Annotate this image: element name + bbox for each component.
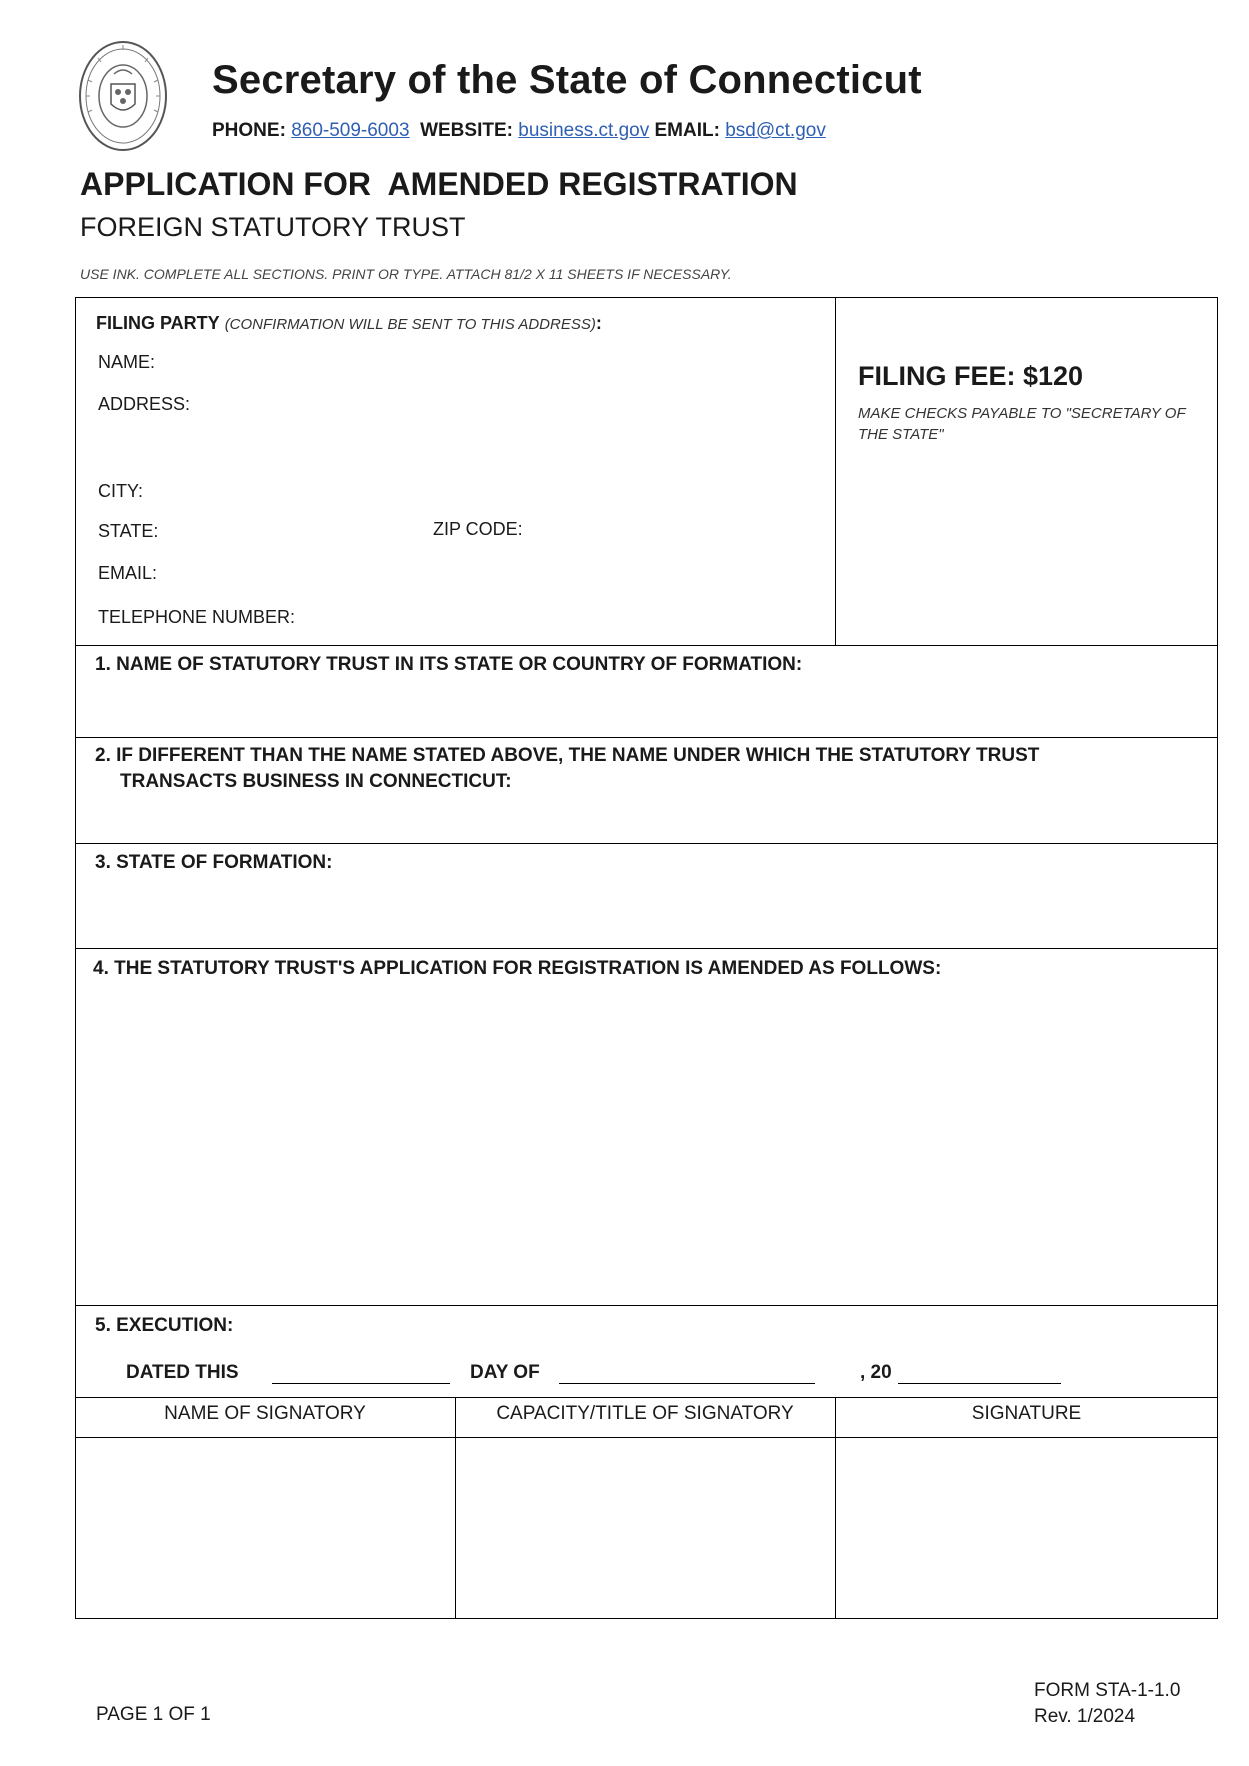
section-3-heading: 3. STATE OF FORMATION: bbox=[95, 852, 333, 873]
state-seal-logo bbox=[78, 40, 168, 152]
website-label: WEBSITE: bbox=[420, 120, 513, 141]
col-header-name: NAME OF SIGNATORY bbox=[164, 1403, 366, 1424]
divider-col-2 bbox=[835, 1397, 836, 1619]
col-header-signature: SIGNATURE bbox=[971, 1403, 1082, 1424]
telephone-field-label: TELEPHONE NUMBER: bbox=[98, 607, 296, 627]
signatory-capacity-cell[interactable] bbox=[457, 1439, 833, 1617]
divider-col-1 bbox=[455, 1397, 456, 1619]
signatory-name-cell[interactable] bbox=[77, 1439, 453, 1617]
col-header-capacity: CAPACITY/TITLE OF SIGNATORY bbox=[496, 1403, 794, 1424]
phone-link[interactable]: 860-509-6003 bbox=[291, 120, 410, 141]
contact-line bbox=[212, 120, 826, 142]
year-prefix-label: , 20 bbox=[860, 1362, 892, 1383]
form-title: APPLICATION FOR AMENDED REGISTRATION bbox=[80, 166, 798, 202]
filing-fee-note: MAKE CHECKS PAYABLE TO "SECRETARY OF THE STATE" bbox=[858, 405, 1186, 443]
section-4-heading: 4. THE STATUTORY TRUST'S APPLICATION FOR REGISTRATION IS AMENDED AS FOLLOWS: bbox=[93, 958, 942, 979]
divider-fee-box bbox=[835, 297, 836, 645]
divider-section-1 bbox=[75, 737, 1218, 738]
divider-section-4 bbox=[75, 1305, 1218, 1306]
day-of-label: DAY OF bbox=[470, 1362, 540, 1383]
name-field-label: NAME: bbox=[98, 352, 156, 372]
filing-fee-title: FILING FEE: $120 bbox=[858, 361, 1084, 391]
form-subtitle: FOREIGN STATUTORY TRUST bbox=[80, 212, 466, 242]
dated-day-blank[interactable] bbox=[272, 1383, 450, 1384]
divider-table-header bbox=[75, 1437, 1218, 1438]
page-number: PAGE 1 OF 1 bbox=[96, 1704, 211, 1725]
city-field-label: CITY: bbox=[98, 481, 144, 501]
divider-section-3 bbox=[75, 948, 1218, 949]
organization-title: Secretary of the State of Connecticut bbox=[212, 58, 922, 102]
email-label: EMAIL: bbox=[654, 120, 720, 141]
signature-cell[interactable] bbox=[837, 1439, 1216, 1617]
form-instructions: USE INK. COMPLETE ALL SECTIONS. PRINT OR TYPE. ATTACH 81/2 X 11 SHEETS IF NECESSARY. bbox=[80, 266, 732, 282]
divider-section-2 bbox=[75, 843, 1218, 844]
filing-party-title: FILING PARTY bbox=[96, 313, 220, 333]
state-field-label: STATE: bbox=[98, 521, 159, 541]
filing-party-heading bbox=[96, 313, 602, 334]
section-2-heading-line1: 2. IF DIFFERENT THAN THE NAME STATED ABOVE, THE NAME UNDER WHICH THE STATUTORY TRUST bbox=[95, 745, 1040, 766]
filing-party-note: (CONFIRMATION WILL BE SENT TO THIS ADDRESS) bbox=[224, 316, 596, 333]
section-2-heading-line2: TRANSACTS BUSINESS IN CONNECTICUT: bbox=[120, 771, 512, 792]
form-id-block bbox=[1034, 1678, 1180, 1730]
divider-filing-party bbox=[75, 645, 1218, 646]
email-link[interactable]: bsd@ct.gov bbox=[725, 120, 826, 141]
section-1-heading: 1. NAME OF STATUTORY TRUST IN ITS STATE OR COUNTRY OF FORMATION: bbox=[95, 654, 803, 675]
address-field-label: ADDRESS: bbox=[98, 394, 191, 414]
form-revision: Rev. 1/2024 bbox=[1034, 1706, 1136, 1727]
phone-label: PHONE: bbox=[212, 120, 286, 141]
state-seal-icon bbox=[78, 40, 168, 152]
email-field-label: EMAIL: bbox=[98, 563, 158, 583]
divider-execution bbox=[75, 1397, 1218, 1398]
dated-month-blank[interactable] bbox=[559, 1383, 815, 1384]
section-5-heading: 5. EXECUTION: bbox=[95, 1315, 234, 1336]
website-link[interactable]: business.ct.gov bbox=[518, 120, 650, 141]
dated-year-blank[interactable] bbox=[898, 1383, 1061, 1384]
dated-this-label: DATED THIS bbox=[126, 1362, 239, 1383]
form-id: FORM STA-1-1.0 bbox=[1034, 1680, 1181, 1701]
filing-party-colon: : bbox=[595, 313, 602, 333]
zip-field-label: ZIP CODE: bbox=[433, 519, 523, 539]
